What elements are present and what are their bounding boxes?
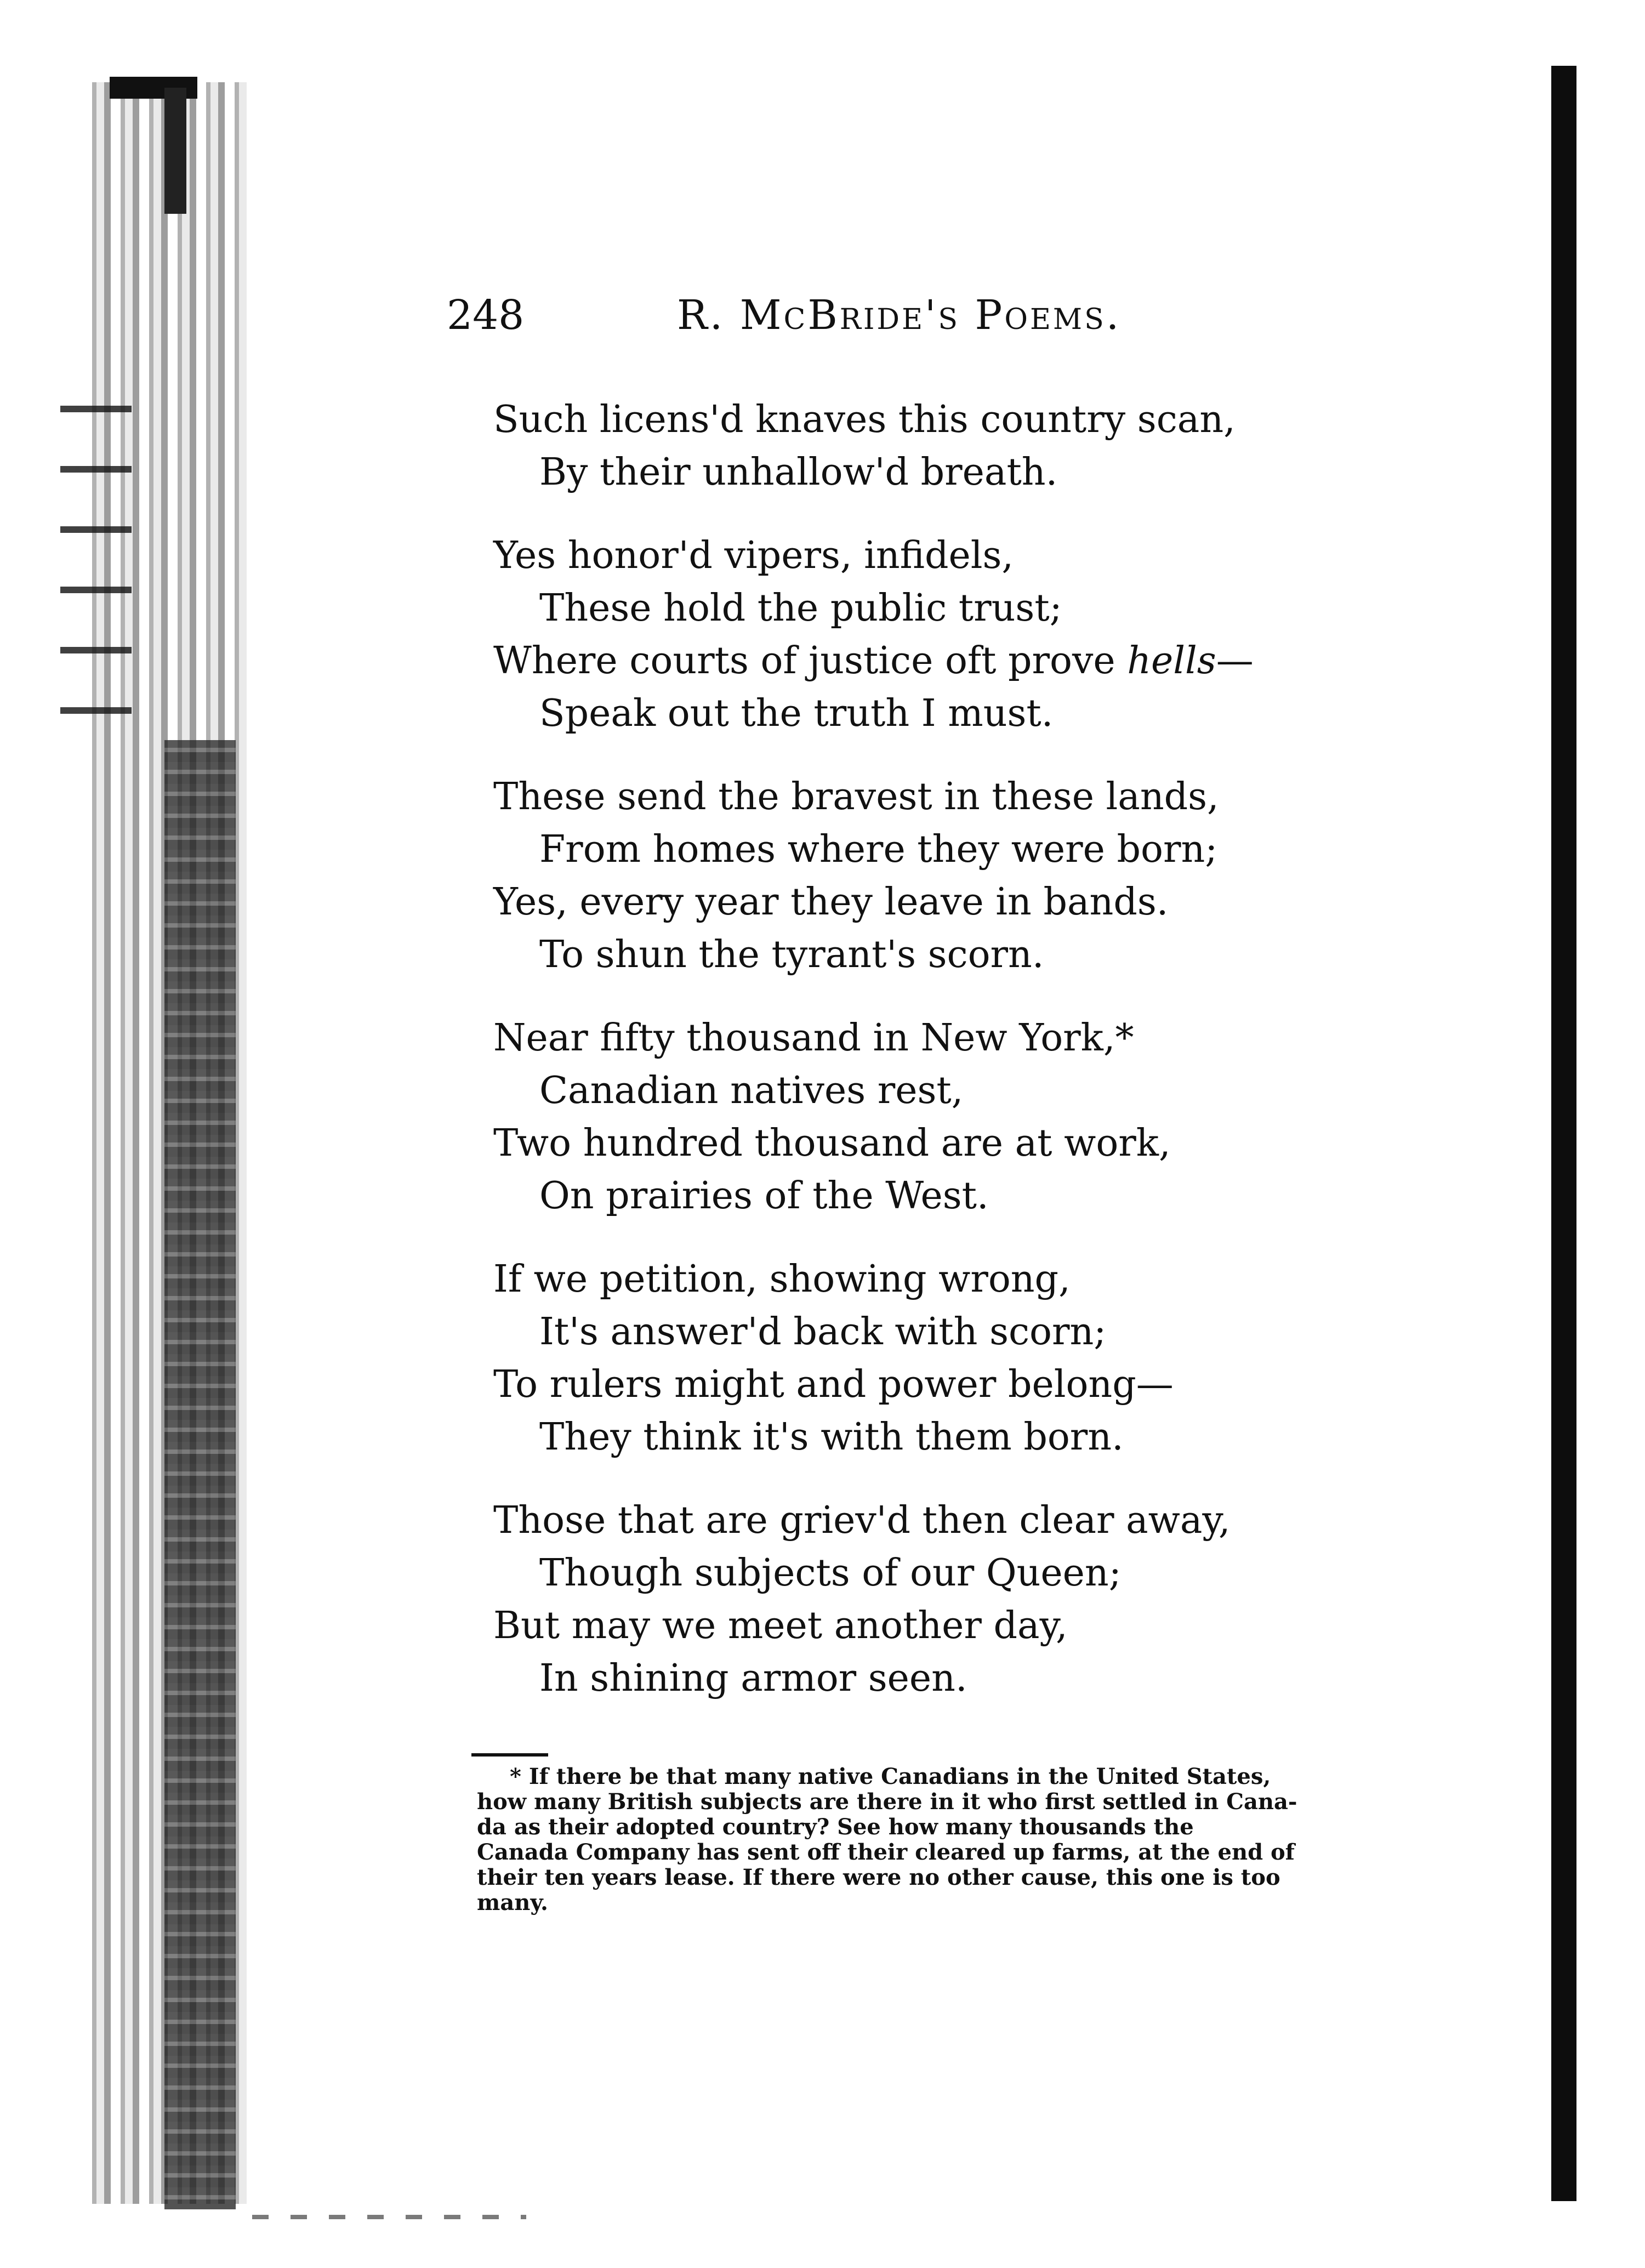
poem-line-text: But may we meet another day, <box>493 1604 1068 1647</box>
footnote-rule <box>471 1753 548 1757</box>
poem-line-text: On prairies of the West. <box>539 1174 989 1218</box>
poem-line <box>493 1012 1316 1065</box>
poem-line-text: Yes, every year they leave in bands. <box>493 880 1169 924</box>
running-head <box>447 285 1148 345</box>
margin-ticks <box>60 373 132 757</box>
poem-line <box>493 771 1316 823</box>
poem-line <box>493 1253 1316 1306</box>
poem-line-text: Speak out the truth I must. <box>539 692 1054 735</box>
footnote-line: Canada Company has sent off their cleared up farms, at the end of <box>477 1839 1295 1865</box>
poem-line <box>493 1494 1316 1547</box>
footnote-line: their ten years lease. If there were no other cause, this one is too <box>477 1865 1280 1890</box>
footnote <box>477 1764 1409 1915</box>
poem-body <box>493 394 1316 1736</box>
binding-top-stem <box>164 88 186 214</box>
poem-line <box>493 582 1316 635</box>
poem-line-text: Such licens'd knaves this country scan, <box>493 398 1236 441</box>
poem-line-text: Those that are griev'd then clear away, <box>493 1499 1231 1542</box>
bottom-speckle <box>252 2215 526 2219</box>
right-edge-bar <box>1551 66 1576 2201</box>
poem-line <box>493 1652 1316 1705</box>
poem-line <box>493 1306 1316 1358</box>
poem-line-text: By their unhallow'd breath. <box>539 451 1058 494</box>
page-number: 248 <box>447 292 525 339</box>
poem-line-text: To shun the tyrant's scorn. <box>539 933 1044 976</box>
poem-line <box>493 929 1316 981</box>
poem-line-text: Yes honor'd vipers, infidels, <box>493 534 1014 577</box>
footnote-line: * If there be that many native Canadians in the United States, <box>510 1764 1271 1789</box>
stanza <box>493 771 1316 981</box>
poem-line-text: Near fifty thousand in New York,* <box>493 1016 1134 1060</box>
poem-line <box>493 394 1316 446</box>
poem-line <box>493 1170 1316 1223</box>
stanza <box>493 1253 1316 1464</box>
poem-line <box>493 1547 1316 1600</box>
poem-line-text: These send the bravest in these lands, <box>493 775 1219 818</box>
poem-line-tail: — <box>1216 639 1254 683</box>
poem-line-text: It's answer'd back with scorn; <box>539 1310 1107 1354</box>
poem-line <box>493 1117 1316 1170</box>
poem-line-text: From homes where they were born; <box>539 828 1218 871</box>
stanza <box>493 1012 1316 1223</box>
poem-line <box>493 687 1316 740</box>
footnote-line: how many British subjects are there in it who first settled in Cana- <box>477 1789 1297 1815</box>
poem-line-text: To rulers might and power belong— <box>493 1363 1174 1406</box>
poem-line-text: Though subjects of our Queen; <box>539 1551 1122 1595</box>
poem-line <box>493 446 1316 499</box>
poem-line-text: Where courts of justice oft prove <box>493 639 1128 683</box>
book-title: R. McBride's Poems. <box>677 292 1122 339</box>
poem-line <box>493 530 1316 582</box>
poem-line <box>493 1600 1316 1652</box>
poem-line <box>493 1065 1316 1117</box>
footnote-line: many. <box>477 1890 548 1915</box>
poem-line-text: If we petition, showing wrong, <box>493 1258 1071 1301</box>
stanza <box>493 394 1316 499</box>
emphasized-word: hells <box>1127 639 1216 683</box>
footnote-line: da as their adopted country? See how many thousands the <box>477 1814 1194 1840</box>
poem-line-text: In shining armor seen. <box>539 1657 967 1700</box>
binding-gutter <box>164 740 236 2209</box>
poem-line <box>493 876 1316 929</box>
poem-line-text: Canadian natives rest, <box>539 1069 964 1112</box>
poem-line <box>493 1411 1316 1464</box>
poem-line-text: They think it's with them born. <box>539 1416 1124 1459</box>
poem-line <box>493 635 1316 687</box>
stanza <box>493 530 1316 740</box>
poem-line-text: These hold the public trust; <box>539 587 1062 630</box>
poem-line <box>493 1358 1316 1411</box>
poem-line-text: Two hundred thousand are at work, <box>493 1122 1171 1165</box>
poem-line <box>493 823 1316 876</box>
stanza <box>493 1494 1316 1705</box>
